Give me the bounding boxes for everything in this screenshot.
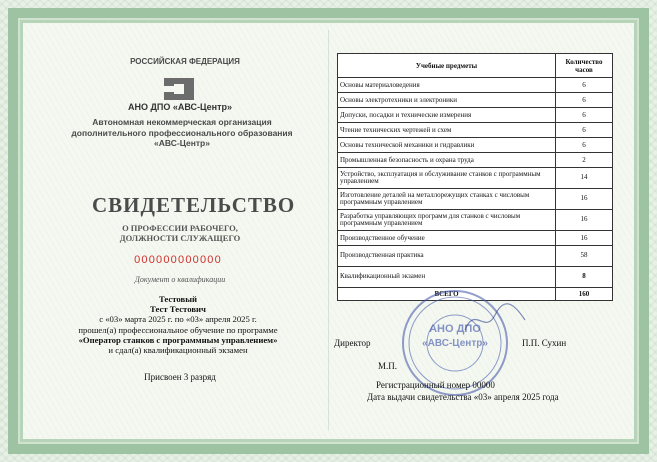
header-hours: Количество часов (556, 54, 613, 78)
registration-number: Регистрационный номер 00000 (376, 380, 495, 390)
training-dates: с «03» марта 2025 г. по «03» апреля 2025 г. (99, 314, 257, 325)
director-label: Директор (334, 338, 371, 348)
hours-cell: 16 (556, 210, 613, 231)
page-divider (328, 30, 329, 430)
stamp-top-text: АНО ДПО (429, 323, 481, 335)
program-name: «Оператор станков с программным управлением» (78, 334, 278, 345)
country-label: РОССИЙСКАЯ ФЕДЕРАЦИЯ (130, 57, 240, 66)
subjects-table (337, 53, 613, 301)
subject-cell: Основы электротехники и электроники (338, 93, 556, 108)
table-row (338, 138, 613, 153)
document-title: СВИДЕТЕЛЬСТВО (92, 193, 296, 217)
table-row (338, 108, 613, 123)
seal-place-label: М.П. (378, 361, 398, 371)
table-row (338, 189, 613, 210)
table-row (338, 168, 613, 189)
hours-cell: 14 (556, 168, 613, 189)
stamp-middle-text: «АВС-Центр» (422, 338, 488, 349)
document-subtitle (105, 223, 255, 243)
table-row (338, 78, 613, 93)
issue-date: Дата выдачи свидетельства «03» апреля 2025 года (367, 392, 559, 402)
serial-number: 000000000000 (134, 254, 222, 266)
subject-cell: Основы технической механики и гидравлики (338, 138, 556, 153)
header-subject: Учебные предметы (338, 54, 556, 78)
org-full-name (62, 117, 302, 149)
recipient-name: Тест Тестович (150, 304, 206, 315)
hours-cell: 6 (556, 93, 613, 108)
table-row (338, 246, 613, 267)
subtitle-line: ДОЛЖНОСТИ СЛУЖАЩЕГО (119, 233, 241, 243)
table-row (338, 93, 613, 108)
hours-cell: 16 (556, 189, 613, 210)
hours-cell: 6 (556, 78, 613, 93)
program-intro: прошел(а) профессиональное обучение по программе (78, 324, 278, 335)
org-logo-icon (162, 76, 196, 102)
table-row (338, 210, 613, 231)
document-type: Документ о квалификации (134, 275, 226, 284)
subject-cell: Квалификационный экзамен (338, 267, 556, 288)
total-label: ВСЕГО (338, 288, 556, 301)
director-name: П.П. Сухин (522, 338, 567, 348)
subject-cell: Устройство, эксплуатация и обслуживание станков с программным управлением (338, 168, 556, 189)
recipient-surname: Тестовый (158, 294, 198, 304)
org-short-name: АНО ДПО «АВС-Центр» (127, 102, 233, 112)
subject-cell: Промышленная безопасность и охрана труда (338, 153, 556, 168)
subject-cell: Разработка управляющих программ для станков с числовым программным управлением (338, 210, 556, 231)
subject-cell: Допуски, посадки и технические измерения (338, 108, 556, 123)
subject-cell: Основы материаловедения (338, 78, 556, 93)
assigned-rank: Присвоен 3 разряд (144, 372, 216, 382)
hours-cell: 58 (556, 246, 613, 267)
table-row (338, 267, 613, 288)
subtitle-line: О ПРОФЕССИИ РАБОЧЕГО, (122, 223, 238, 233)
subject-cell: Изготовление деталей на металлорежущих станках с числовым программным управлением (338, 189, 556, 210)
table-row (338, 231, 613, 246)
hours-cell: 6 (556, 138, 613, 153)
hours-cell: 6 (556, 108, 613, 123)
hours-cell: 16 (556, 231, 613, 246)
org-full-line: Автономная некоммерческая организация (92, 117, 272, 127)
hours-cell: 2 (556, 153, 613, 168)
total-hours: 160 (556, 288, 613, 301)
table-row (338, 153, 613, 168)
exam-line: и сдал(а) квалификационный экзамен (108, 345, 248, 356)
org-full-line: «АВС-Центр» (154, 138, 210, 148)
subject-cell: Чтение технических чертежей и схем (338, 123, 556, 138)
table-row (338, 123, 613, 138)
recipient-block (48, 294, 308, 355)
hours-cell: 6 (556, 123, 613, 138)
subject-cell: Производственная практика (338, 246, 556, 267)
hours-cell: 8 (556, 267, 613, 288)
org-full-line: дополнительного профессионального образования (71, 127, 293, 138)
table-header-row (338, 54, 613, 78)
signature-icon (460, 300, 530, 340)
subject-cell: Производственное обучение (338, 231, 556, 246)
